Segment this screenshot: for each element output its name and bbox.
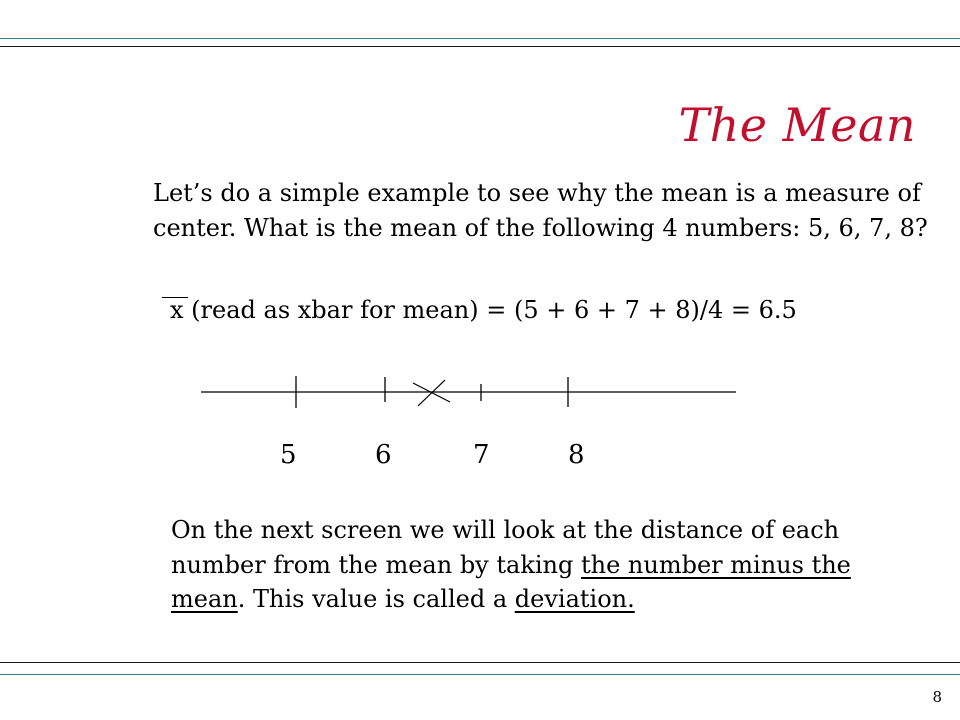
mean-marker-x bbox=[413, 380, 450, 406]
deviation-text-part1: On the next screen we will look at the distance of each number from the mean by taking bbox=[171, 516, 840, 579]
deviation-paragraph bbox=[171, 513, 931, 617]
intro-paragraph: Let’s do a simple example to see why the mean is a measure of center. What is the mean of the following 4 numbers: 5, 6, 7, 8? bbox=[153, 179, 928, 242]
page-number: 8 bbox=[932, 688, 942, 706]
deviation-text-part2: . This value is called a bbox=[237, 585, 515, 613]
mean-formula: x (read as xbar for mean) = (5 + 6 + 7 + 8)/4 = 6.5 bbox=[170, 296, 797, 324]
underlined-number-minus-mean: the number minus the mean bbox=[171, 550, 851, 613]
number-label-5: 5 bbox=[280, 440, 297, 470]
bottom-rule-blue bbox=[0, 674, 960, 675]
number-label-8: 8 bbox=[568, 440, 585, 470]
underlined-deviation: deviation. bbox=[514, 585, 635, 613]
slide-title: The Mean bbox=[678, 98, 916, 152]
number-label-7: 7 bbox=[473, 440, 490, 470]
bottom-rule-dark bbox=[0, 662, 960, 663]
number-label-6: 6 bbox=[375, 440, 392, 470]
